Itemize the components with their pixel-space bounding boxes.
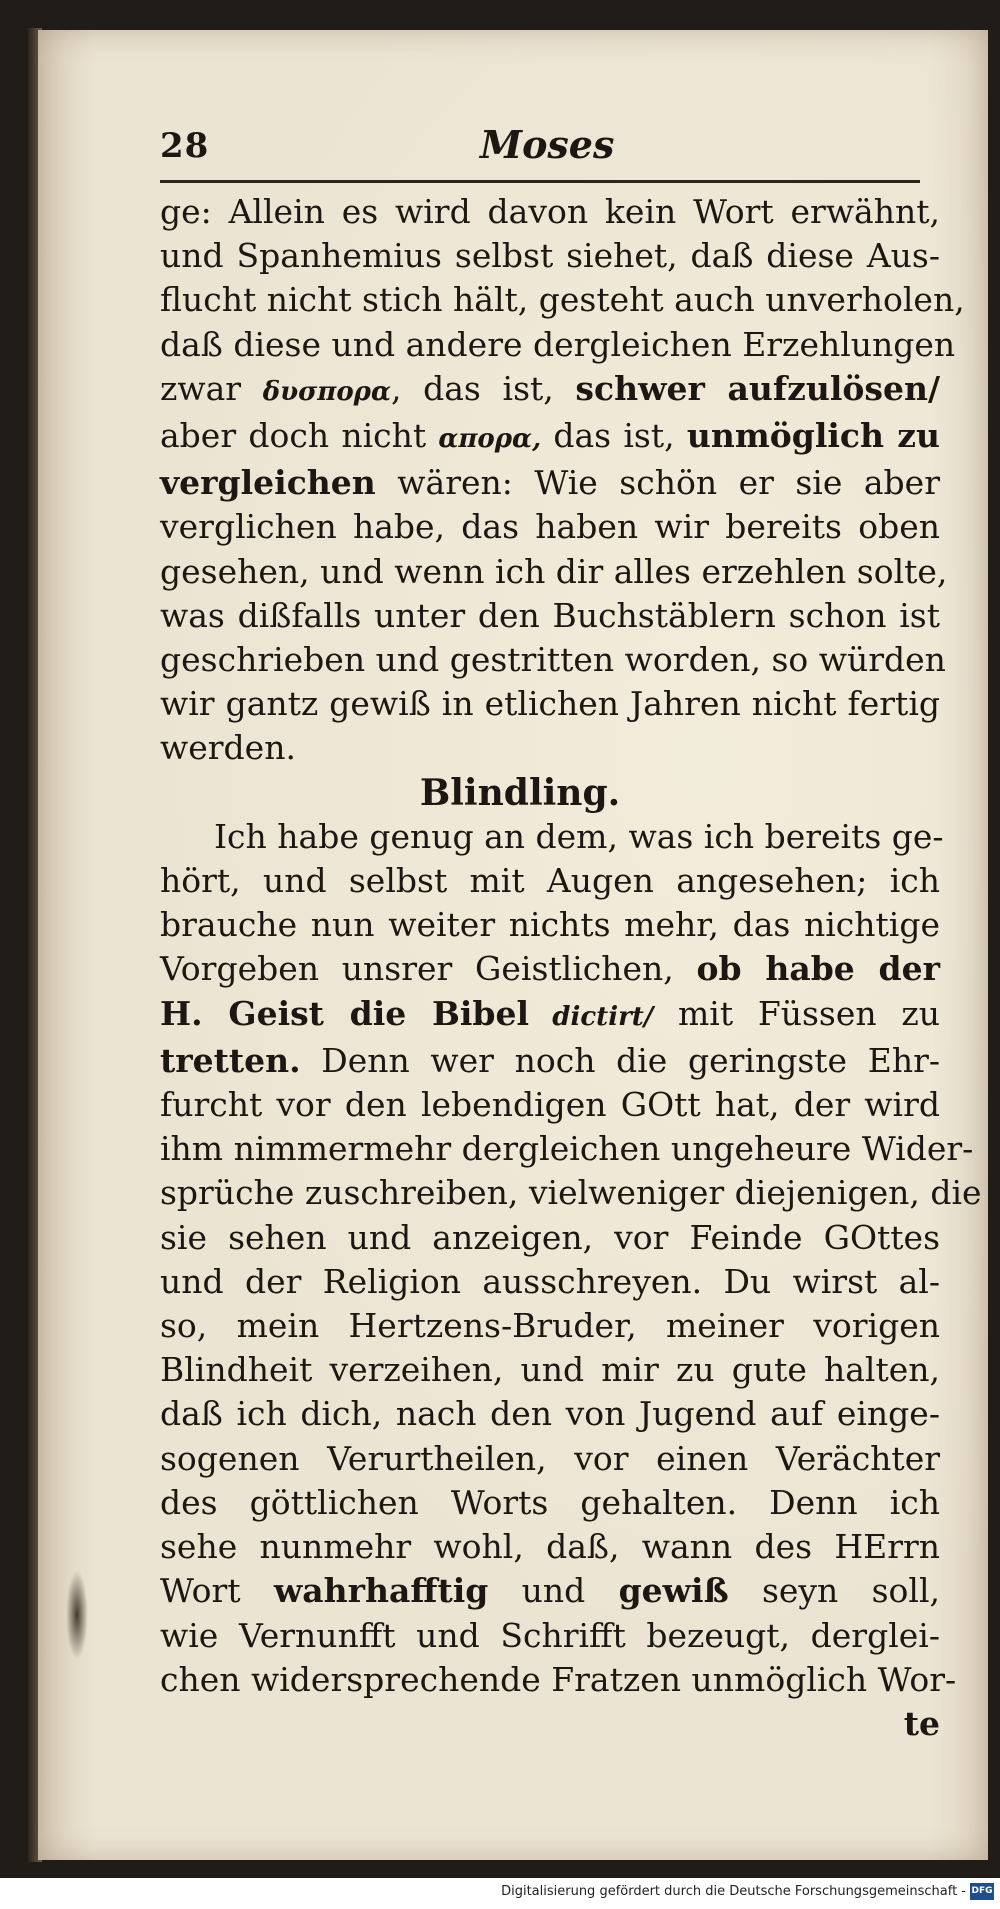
digitization-credit: Digitalisierung gefördert durch die Deutsche Forschungsgemeinschaft - [501, 1884, 966, 1899]
text-line: sprüche zuschreiben, vielweniger diejenigen, die [160, 1173, 982, 1213]
text-line: Blindheit verzeihen, und mir zu gute halten, [160, 1350, 940, 1390]
text-line: daß diese und andere dergleichen Erzehlungen [160, 324, 956, 364]
emphasis-text: unmöglich zu [686, 416, 940, 456]
text-line: aber doch nicht απορα, das ist, unmöglich zu [160, 416, 940, 456]
catchword: te [903, 1703, 940, 1743]
text-line: brauche nun weiter nichts mehr, das nichtige [160, 905, 940, 945]
text-line: ge: Allein es wird davon kein Wort erwähnt, [160, 192, 940, 231]
text-line: geschrieben und gestritten worden, so würden [160, 640, 946, 680]
emphasis-text: H. Geist die Bibel [160, 993, 530, 1033]
text-line: flucht nicht stich hält, gesteht auch unverholen, [160, 280, 965, 320]
page-header [160, 118, 920, 178]
page-number: 28 [160, 126, 210, 166]
text-line: vergleichen wären: Wie schön er sie aber [160, 463, 940, 503]
emphasis-text: ob habe der [696, 949, 940, 989]
text-line: wie Vernunfft und Schrifft bezeugt, derglei- [160, 1615, 940, 1655]
text-line: verglichen habe, das haben wir bereits oben [160, 507, 940, 547]
body-text [160, 190, 982, 1746]
emphasis-text: vergleichen [160, 463, 376, 503]
text-line: Ich habe genug an dem, was ich bereits ge- [214, 816, 944, 856]
text-line: was dißfalls unter den Buchstäblern schon ist [160, 595, 940, 635]
greek-word: απορα, [438, 424, 542, 455]
text-line: gesehen, und wenn ich dir alles erzehlen solte, [160, 551, 948, 591]
text-line: sogenen Verurtheilen, vor einen Verächter [160, 1438, 940, 1478]
text-line: daß ich dich, nach den von Jugend auf einge- [160, 1394, 940, 1434]
text-line: Vorgeben unsrer Geistlichen, ob habe der [160, 949, 940, 989]
text-line: Wort wahrhafftig und gewiß seyn soll, [160, 1571, 940, 1611]
dfg-logo-icon: DFG [970, 1883, 994, 1900]
section-heading: Blindling. [419, 771, 621, 814]
text-line: zwar δυσπορα, das ist, schwer aufzulösen/ [160, 368, 941, 408]
emphasis-text: schwer aufzulösen/ [575, 368, 941, 408]
greek-word: δυσπορα [262, 376, 391, 407]
emphasis-text: wahrhafftig [273, 1571, 489, 1611]
text-line: H. Geist die Bibel dictirt/ mit Füssen zu [160, 993, 940, 1033]
running-head: Moses [480, 122, 615, 167]
text-line: wir gantz gewiß in etlichen Jahren nicht fertig [160, 684, 940, 724]
text-line: so, mein Hertzens-Bruder, meiner vorigen [160, 1306, 940, 1346]
latin-word: dictirt/ [529, 1001, 654, 1032]
ink-stain [66, 1570, 88, 1660]
footer-band [0, 1878, 1000, 1909]
header-rule [160, 180, 920, 183]
text-line: des göttlichen Worts gehalten. Denn ich [160, 1482, 940, 1522]
text-line: hört, und selbst mit Augen angesehen; ich [160, 861, 940, 901]
text-line: sie sehen und anzeigen, vor Feinde GOttes [160, 1217, 940, 1257]
text-line: furcht vor den lebendigen GOtt hat, der wird [160, 1085, 940, 1125]
text-line: und der Religion ausschreyen. Du wirst al- [160, 1261, 940, 1301]
text-line: tretten. Denn wer noch die geringste Ehr- [160, 1040, 940, 1080]
text-line: chen widersprechende Fratzen unmöglich Wor- [160, 1659, 957, 1699]
emphasis-text: gewiß [618, 1571, 729, 1611]
text-line: und Spanhemius selbst siehet, daß diese Aus- [160, 236, 940, 276]
text-line: werden. [160, 728, 296, 768]
text-line: ihm nimmermehr dergleichen ungeheure Wider- [160, 1129, 974, 1169]
text-line: sehe nunmehr wohl, daß, wann des HErrn [160, 1527, 940, 1567]
emphasis-text: tretten. [160, 1040, 301, 1080]
